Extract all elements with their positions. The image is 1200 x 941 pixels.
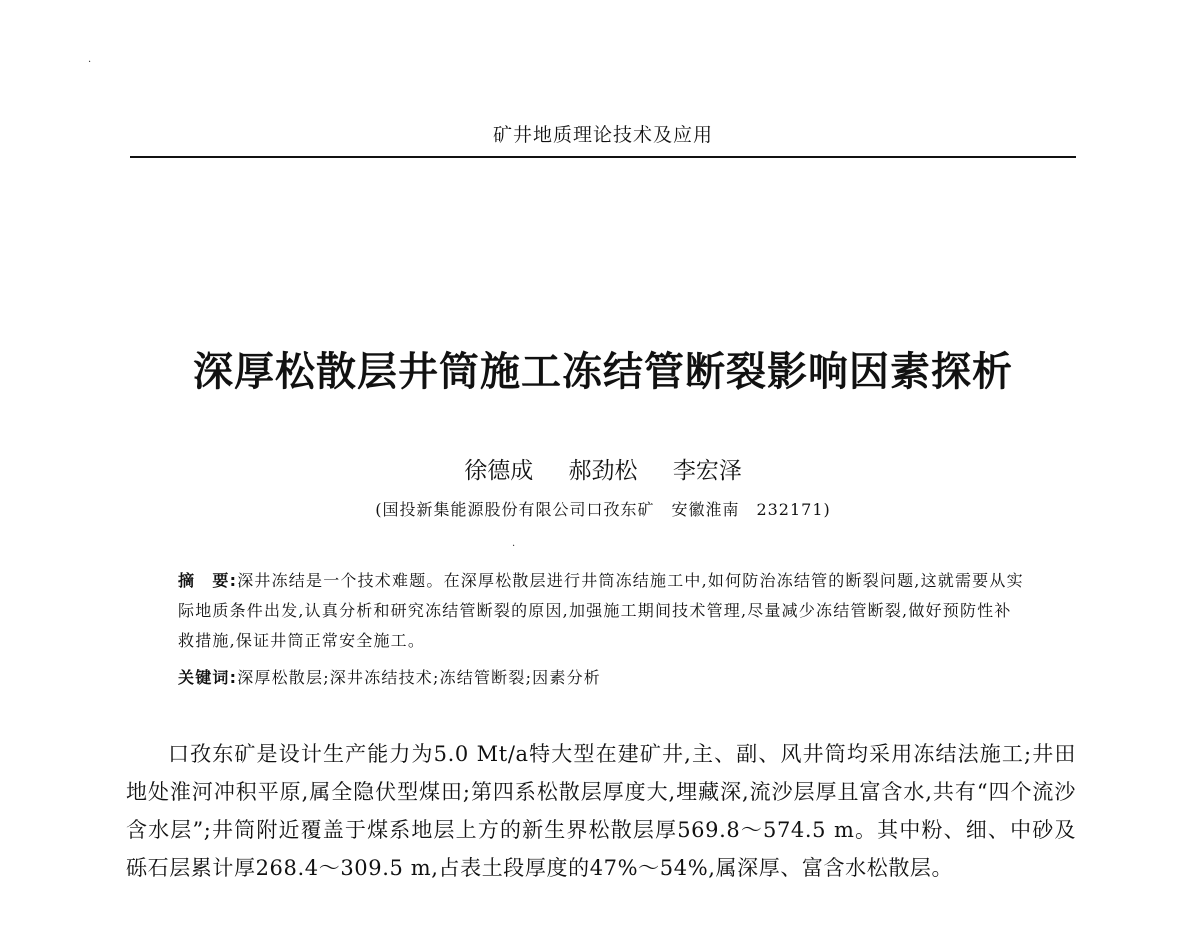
- header-rule: [130, 156, 1076, 158]
- author-name: 徐德成: [464, 458, 534, 484]
- keywords: [178, 663, 1026, 693]
- paper-title: 深厚松散层井筒施工冻结管断裂影响因素探析: [193, 349, 1013, 395]
- keywords-label: 关键词:: [178, 668, 238, 687]
- author-affiliation: (国投新集能源股份有限公司口孜东矿 安徽淮南 232171): [375, 500, 831, 519]
- scan-speck: ·: [88, 57, 92, 68]
- body-paragraph: 口孜东矿是设计生产能力为5.0 Mt/a特大型在建矿井,主、副、风井筒均采用冻结法施工;井田地处淮河冲积平原,属全隐伏型煤田;第四系松散层厚度大,埋藏深,流沙层厚且富含水,共有“四个流沙含水层”;井筒附近覆盖于煤系地层上方的新生界松散层厚569.8～574.5 m。其中粉、细、中砂及砾石层累计厚268.4～309.5 m,占表土段厚度的47%～54%,属深厚、富含水松散层。: [126, 742, 1076, 880]
- scan-speck: ·: [512, 541, 516, 552]
- running-head: 矿井地质理论技术及应用: [492, 124, 713, 146]
- abstract-label: 摘 要:: [178, 571, 238, 590]
- author-list: [130, 452, 1076, 485]
- keywords-text: 深厚松散层;深井冻结技术;冻结管断裂;因素分析: [237, 668, 601, 687]
- author-name: 李宏泽: [672, 458, 742, 484]
- abstract-text: 深井冻结是一个技术难题。在深厚松散层进行井筒冻结施工中,如何防治冻结管的断裂问题,这就需要从实际地质条件出发,认真分析和研究冻结管断裂的原因,加强施工期间技术管理,尽量减少冻结管断裂,做好预防性补救措施,保证井筒正常安全施工。: [178, 571, 1024, 650]
- abstract: [178, 566, 1026, 656]
- author-name: 郝劲松: [568, 458, 638, 484]
